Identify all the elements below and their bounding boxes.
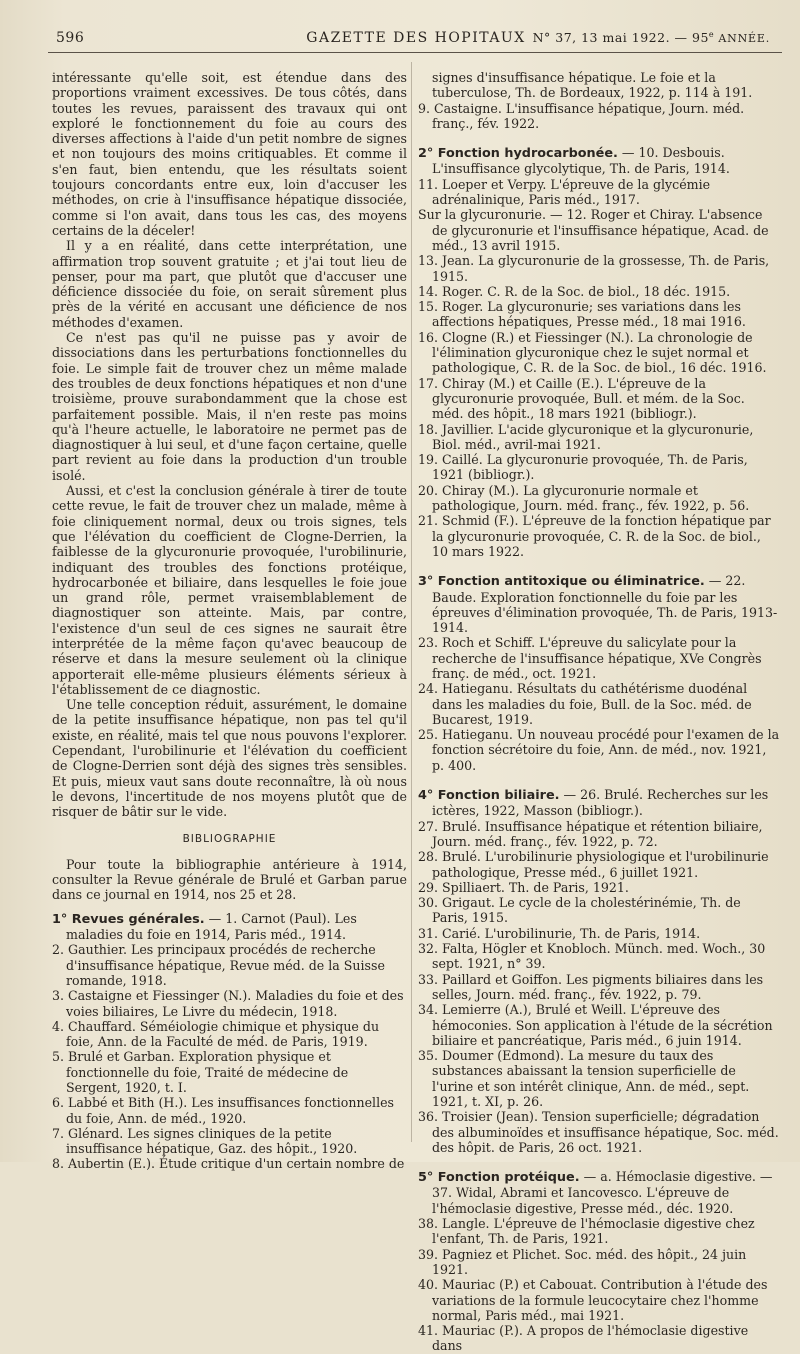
reference: 38. Langle. L'épreuve de l'hémoclasie digestive chez l'enfant, Th. de Paris, 1921.: [418, 1216, 755, 1247]
reference: 30. Grigaut. Le cycle de la cholestérinémie, Th. de Paris, 1915.: [418, 895, 741, 926]
reference: 7. Glénard. Les signes cliniques de la petite insuffisance hépatique, Gaz. des hôpit., 1920.: [52, 1125, 358, 1157]
reference: 25. Hatieganu. Un nouveau procédé pour l'examen de la fonction sécrétoire du foie, Ann. de méd., nov. 1921, p. 400.: [418, 727, 780, 773]
reference: 29. Spilliaert. Th. de Paris, 1921.: [418, 879, 629, 895]
reference: 19. Caillé. La glycuronurie provoquée, Th. de Paris, 1921 (bibliogr.).: [418, 452, 748, 483]
reference: 33. Paillard et Goiffon. Les pigments biliaires dans les selles, Journ. méd. franç., fév. 1922, p. 79.: [418, 971, 764, 1002]
section-heading: 4° Fonction biliaire. — 26. Brulé. Recherches sur les ictères, 1922, Masson (bibliogr.).: [418, 787, 769, 819]
section-heading: 1° Revues générales. — 1. Carnot (Paul). Les maladies du foie en 1914, Paris méd., 1914.: [52, 910, 357, 943]
header-rule: [48, 52, 782, 53]
reference: 35. Doumer (Edmond). La mesure du taux des substances abaissant la tension superficielle de l'urine et son intérêt clinique, Ann. de méd., sept. 1921, t. XI, p. 26.: [418, 1048, 750, 1109]
paragraph: Aussi, et c'est la conclusion générale à tirer de toute cette revue, le fait de trouver chez un malade, même à foie cliniquement normal, deux ou trois signes, tels que l'élévation du coefficient de Clogne-Derrien, la faiblesse de la glycuronurie provoquée, l'urobilinurie, indiquant des troubles des fonctions protéique, hydrocarbonée et biliaire, dans lesquelles le foie joue un grand rôle, permet vraisemblablement de diagnostiquer son atteinte. Mais, par contre, l'existence d'un seul de ces signes ne saurait être interprétée de la même façon qu'avec beaucoup de réserve et dans la mesure seulement où la clinique apporterait elle-même plusieurs éléments sérieux à l'établissement de ce diagnostic.: [52, 483, 407, 697]
reference: 34. Lemierre (A.), Brulé et Weill. L'épreuve des hémoconies. Son application à l'étude de la sécrétion biliaire et pancréatique, Paris méd., 6 juin 1914.: [418, 1002, 773, 1048]
section-heading: 3° Fonction antitoxique ou éliminatrice. — 22. Baude. Exploration fonctionnelle du foie par les épreuves d'élimination provoquée, Th. de Paris, 1913-1914.: [418, 573, 778, 636]
reference: 3. Castaigne et Fiessinger (N.). Maladies du foie et des voies biliaires, Le Livre du médecin, 1918.: [52, 988, 404, 1019]
bibliography-intro: Pour toute la bibliographie antérieure à 1914, consulter la Revue générale de Brulé et Garban parue dans ce journal en 1914, nos 25 et 28.: [52, 856, 407, 903]
reference: 20. Chiray (M.). La glycuronurie normale et pathologique, Journ. méd. franç., fév. 1922, p. 56.: [418, 482, 750, 514]
reference: 13. Jean. La glycuronurie de la grossesse, Th. de Paris, 1915.: [418, 253, 770, 284]
reference: 36. Troisier (Jean). Tension superficielle; dégradation des albuminoïdes et insuffisance hépatique, Soc. méd. des hôpit. de Paris, 26 oct. 1921.: [418, 1109, 779, 1155]
reference: 39. Pagniez et Plichet. Soc. méd. des hôpit., 24 juin 1921.: [418, 1246, 747, 1277]
reference: 32. Falta, Högler et Knobloch. Münch. med. Woch., 30 sept. 1921, n° 39.: [418, 941, 766, 972]
reference: 41. Mauriac (P.). A propos de l'hémoclasie digestive dans: [418, 1323, 749, 1354]
paragraph: Il y a en réalité, dans cette interprétation, une affirmation trop souvent gratuite ; et j'ai tout lieu de penser, pour ma part, que plutôt que d'accuser une déficience dissociée du foie, on serait sûrement plus près de la vérité en accusant une déficience de nos méthodes d'examen.: [52, 238, 407, 330]
paragraph: Une telle conception réduit, assurément, le domaine de la petite insuffisance hépatique, non pas tel qu'il existe, en réalité, mais tel que nous pouvons l'explorer. Cependant, l'urobilinurie et l'élévation du coefficient de Clogne-Derrien sont déjà des signes très sensibles. Et puis, mieux vaut sans doute reconnaître, là où nous le devons, l'incertitude de nos moyens plutôt que de risquer de bâtir sur le vide.: [52, 697, 407, 820]
reference: 14. Roger. C. R. de la Soc. de biol., 18 déc. 1915.: [418, 283, 731, 299]
bibliography-heading: BIBLIOGRAPHIE: [182, 832, 277, 845]
reference: 9. Castaigne. L'insuffisance hépatique, Journ. méd. franç., fév. 1922.: [418, 100, 745, 131]
reference: 27. Brulé. Insuffisance hépatique et rétention biliaire, Journ. méd. franç., fév. 1922, p. 72.: [418, 818, 763, 849]
reference: 40. Mauriac (P.) et Cabouat. Contribution à l'étude des variations de la formule leucocytaire chez l'homme normal, Paris méd., mai 1921.: [418, 1277, 768, 1323]
reference: 16. Clogne (R.) et Fiessinger (N.). La chronologie de l'élimination glycuronique chez le sujet normal et pathologique, C. R. de la Soc. de biol., 16 déc. 1916.: [418, 329, 767, 376]
page-number: 596: [56, 30, 85, 46]
paragraph: Ce n'est pas qu'il ne puisse pas y avoir de dissociations dans les perturbations fonctionnelles du foie. Le simple fait de trouver chez un même malade des troubles de deux fonctions hépatiques et non d'une troisième, prouve surabondamment que la chose est parfaitement possible. Mais, il n'en reste pas moins qu'à l'heure actuelle, le laboratoire ne permet pas de diagnostiquer à lui seul, et d'une façon certaine, quelle part revient au foie dans la production d'un trouble isolé.: [52, 330, 407, 483]
paragraph: intéressante qu'elle soit, est étendue dans des proportions vraiment excessives. De tous côtés, dans toutes les revues, paraissent des travaux qui ont exploré le fonctionnement du foie au cours des diverses affections à l'aide d'un petit nombre de signes et non toujours des moins critiquables. Et comme il s'en faut, bien entendu, que les résultats soient toujours concordants entre eux, loin d'accuser les méthodes, on crie à l'insuffisance hépatique dissociée, comme si l'on avait, dans tous les cas, des moyens certains de la déceler!: [52, 70, 407, 238]
section-heading: 2° Fonction hydrocarbonée. — 10. Desbouis. L'insuffisance glycolytique, Th. de Paris, 1914.: [418, 145, 730, 177]
reference: 31. Carié. L'urobilinurie, Th. de Paris, 1914.: [418, 925, 701, 941]
right-column: [418, 70, 780, 1354]
reference: 28. Brulé. L'urobilinurie physiologique et l'urobilinurie pathologique, Presse méd., 6 juillet 1921.: [418, 849, 769, 880]
section-heading: 5° Fonction protéique. — a. Hémoclasie digestive. — 37. Widal, Abrami et Iancovesco. L'épreuve de l'hémoclasie digestive, Presse méd., déc. 1920.: [418, 1169, 773, 1216]
page-header: [52, 30, 780, 52]
reference: 2. Gauthier. Les principaux procédés de recherche d'insuffisance hépatique, Revue méd. de la Suisse romande, 1918.: [52, 942, 385, 988]
reference: 24. Hatieganu. Résultats du cathétérisme duodénal dans les maladies du foie, Bull. de la Soc. méd. de Bucarest, 1919.: [418, 681, 752, 727]
column-divider: [411, 62, 412, 1142]
reference: 23. Roch et Schiff. L'épreuve du salicylate pour la recherche de l'insuffisance hépatique, XVe Congrès franç. de méd., oct. 1921.: [418, 635, 762, 681]
reference: 11. Loeper et Verpy. L'épreuve de la glycémie adrénalinique, Paris méd., 1917.: [418, 176, 711, 208]
reference: 17. Chiray (M.) et Caille (E.). L'épreuve de la glycuronurie provoquée, Bull. et mém. de la Soc. méd. des hôpit., 18 mars 1921 (bibliogr.).: [418, 375, 745, 422]
reference: 4. Chauffard. Séméiologie chimique et physique du foie, Ann. de la Faculté de méd. de Paris, 1919.: [52, 1018, 380, 1050]
reference: 8. Aubertin (E.). Étude critique d'un certain nombre de: [52, 1156, 405, 1172]
reference: 15. Roger. La glycuronurie; ses variations dans les affections hépatiques, Presse méd., 18 mai 1916.: [418, 299, 746, 330]
reference: Sur la glycuronurie. — 12. Roger et Chiray. L'absence de glycuronurie et l'insuffisance hépatique, Acad. de méd., 13 avril 1915.: [418, 207, 769, 253]
issue-info: N° 37, 13 mai 1922. — 95e ANNÉE.: [532, 30, 770, 46]
reference: 18. Javillier. L'acide glycuronique et la glycuronurie, Biol. méd., avril-mai 1921.: [418, 421, 754, 452]
reference: 6. Labbé et Bith (H.). Les insuffisances fonctionnelles du foie, Ann. de méd., 1920.: [52, 1095, 395, 1126]
left-column: [52, 70, 407, 1172]
reference: 21. Schmid (F.). L'épreuve de la fonction hépatique par la glycuronurie provoquée, C. R. de la Soc. de biol., 10 mars 1922.: [418, 513, 771, 559]
journal-title: GAZETTE DES HOPITAUX: [306, 30, 526, 46]
reference: 5. Brulé et Garban. Exploration physique et fonctionnelle du foie, Traité de médecine de Sergent, 1920, t. I.: [52, 1049, 349, 1095]
reference-continued: signes d'insuffisance hépatique. Le foie et la tuberculose, Th. de Bordeaux, 1922, p. 114 à 191.: [432, 70, 753, 101]
